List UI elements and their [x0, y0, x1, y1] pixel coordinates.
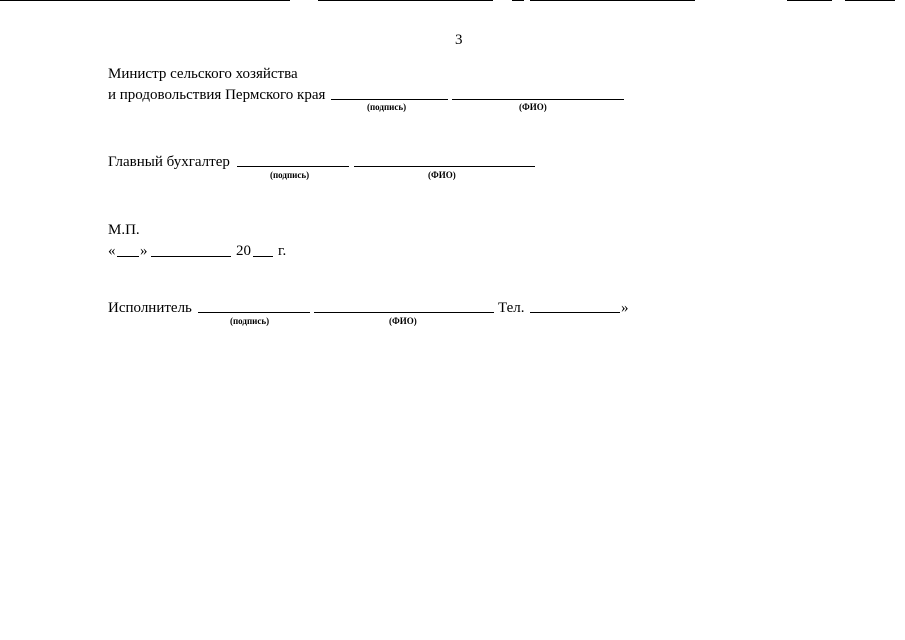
executor-signature-field[interactable] — [198, 312, 310, 313]
scan-edge-line — [318, 0, 493, 1]
date-year-field[interactable] — [253, 256, 273, 257]
executor-phone-label: Тел. — [498, 300, 525, 316]
accountant-signature-caption: (подпись) — [270, 170, 310, 180]
date-year-suffix: г. — [278, 243, 287, 259]
scan-edge-line — [0, 0, 290, 1]
scan-edge-line — [530, 0, 695, 1]
scan-edge-line — [787, 0, 832, 1]
executor-label: Исполнитель — [108, 300, 192, 316]
accountant-signature-field[interactable] — [237, 166, 349, 167]
date-year-prefix: 20 — [236, 243, 251, 259]
minister-title-line-2: и продовольствия Пермского края — [108, 87, 326, 103]
accountant-name-field[interactable] — [354, 166, 535, 167]
accountant-label: Главный бухгалтер — [108, 154, 230, 170]
minister-name-caption: (ФИО) — [519, 102, 547, 112]
date-open-quote: « — [108, 243, 116, 259]
page-number: 3 — [455, 32, 463, 48]
executor-name-field[interactable] — [314, 312, 494, 313]
scan-edge-line — [845, 0, 895, 1]
executor-signature-caption: (подпись) — [230, 316, 270, 326]
scan-edge-line — [512, 0, 524, 1]
date-day-field[interactable] — [117, 256, 139, 257]
minister-signature-caption: (подпись) — [367, 102, 407, 112]
stamp-label: М.П. — [108, 222, 140, 238]
minister-name-field[interactable] — [452, 99, 624, 100]
executor-phone-field[interactable] — [530, 312, 620, 313]
minister-title-line-1: Министр сельского хозяйства — [108, 66, 298, 82]
date-month-field[interactable] — [151, 256, 231, 257]
executor-name-caption: (ФИО) — [389, 316, 417, 326]
minister-signature-field[interactable] — [331, 99, 448, 100]
date-close-quote: » — [140, 243, 148, 259]
accountant-name-caption: (ФИО) — [428, 170, 456, 180]
executor-close-quote: » — [621, 300, 629, 316]
